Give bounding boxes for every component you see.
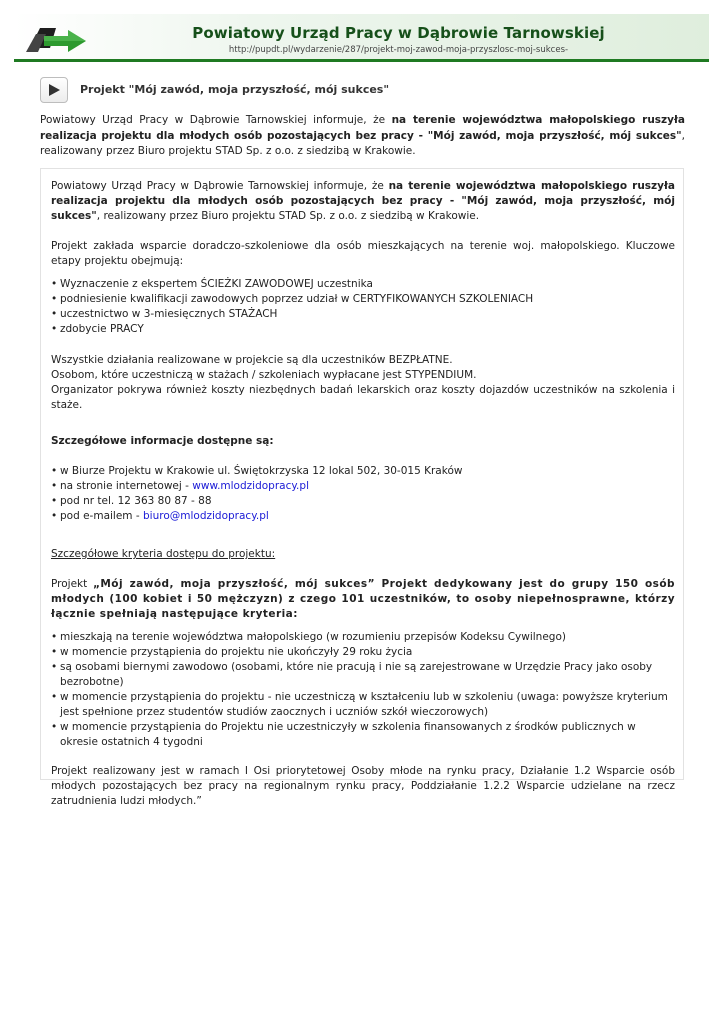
article-content xyxy=(51,179,675,824)
contact-website xyxy=(51,479,675,494)
free-info-line: Wszystkie działania realizowane w projekcie są dla uczestników BEZPŁATNE. xyxy=(51,354,453,366)
criteria-intro-prefix: Projekt xyxy=(51,578,94,590)
list-item: • mieszkają na terenie województwa małopolskiego (w rozumieniu przepisów Kodeksu Cywilnego) xyxy=(51,630,675,645)
intro-text: Powiatowy Urząd Pracy w Dąbrowie Tarnowskiej informuje, że xyxy=(40,114,392,126)
list-item: • Wyznaczenie z ekspertem ŚCIEŻKI ZAWODOWEJ uczestnika xyxy=(51,277,675,292)
list-item: • w momencie przystąpienia do projektu - nie uczestniczą w kształceniu lub w szkoleniu (uwaga: powyższe kryterium jest spełnione przez studentów studiów zaocznych i uczniów szkół wieczorowych) xyxy=(51,690,675,720)
list-item: • są osobami biernymi zawodowo (osobami, które nie pracują i nie są zarejestrowane w Urzędzie Pracy jako osoby bezrobotne) xyxy=(51,660,675,690)
contact-email xyxy=(51,509,675,524)
page-url: http://pupdt.pl/wydarzenie/287/projekt-moj-zawod-moja-przyszlosc-moj-sukces- xyxy=(228,45,569,55)
criteria-intro-bold: „Mój zawód, moja przyszłość, mój sukces” Projekt dedykowany jest do grupy 150 osób młodych (100 kobiet i 50 mężczyzn) z czego 101 uczestników, to osoby niepełnosprawne, którzy łącznie spełniają następujące kryteria: xyxy=(51,578,675,620)
intro-bold-text: na terenie województwa małopolskiego ruszyła realizacja projektu dla młodych osób pozostających bez pracy - "Mój zawód, moja przyszłość, mój sukces" xyxy=(40,114,685,142)
closing-paragraph: Projekt realizowany jest w ramach I Osi priorytetowej Osoby młode na rynku pracy, Działanie 1.2 Wsparcie osób młodych pozostających bez pracy na regionalnym rynku pracy, Poddziałanie 1.2.2 Wsparcie udzielane na rzecz zatrudnienia ludzi młodych.” xyxy=(51,765,675,807)
costs-info-line: Organizator pokrywa również koszty niezbędnych badań lekarskich oraz koszty dojazdów uczestników na szkolenia i staże. xyxy=(51,384,675,411)
article-arrow-button[interactable] xyxy=(40,77,68,103)
page-header xyxy=(14,14,709,62)
list-item: • podniesienie kwalifikacji zawodowych poprzez udział w CERTYFIKOWANYCH SZKOLENIACH xyxy=(51,292,675,307)
project-description: Projekt zakłada wsparcie doradczo-szkoleniowe dla osób mieszkających na terenie woj. małopolskiego. Kluczowe etapy projektu obejmują: xyxy=(51,240,675,267)
play-arrow-icon xyxy=(49,84,60,96)
contact-phone: • pod nr tel. 12 363 80 87 - 88 xyxy=(51,494,675,509)
list-item: • w momencie przystąpienia do Projektu nie uczestniczyły w szkolenia finansowanych z środków publicznych w okresie ostatnich 4 tygodni xyxy=(51,720,675,750)
paragraph-text-end: , realizowany przez Biuro projektu STAD Sp. z o.o. z siedzibą w Krakowie. xyxy=(96,210,480,222)
stages-list xyxy=(51,277,675,337)
list-item: • zdobycie PRACY xyxy=(51,322,675,337)
free-info xyxy=(51,353,675,413)
details-heading: Szczegółowe informacje dostępne są: xyxy=(51,435,274,447)
article-intro xyxy=(40,113,685,160)
criteria-intro xyxy=(51,577,675,622)
paragraph-text: Powiatowy Urząd Pracy w Dąbrowie Tarnowskiej informuje, że xyxy=(51,180,389,192)
list-item: • w momencie przystąpienia do projektu nie ukończyły 29 roku życia xyxy=(51,645,675,660)
intro-text-end: , realizowany przez Biuro projektu STAD Sp. z o.o. z siedzibą w Krakowie. xyxy=(40,129,685,157)
paragraph-bold-text: na terenie województwa małopolskiego ruszyła realizacja projektu dla młodych osób pozostających bez pracy - "Mój zawód, moja przyszłość, mój sukces" xyxy=(51,180,675,222)
list-item: • uczestnictwo w 3-miesięcznych STAŻACH xyxy=(51,307,675,322)
criteria-heading: Szczegółowe kryteria dostępu do projektu: xyxy=(51,548,276,560)
stipend-info-line: Osobom, które uczestniczą w stażach / szkoleniach wypłacane jest STYPENDIUM. xyxy=(51,369,477,381)
site-title[interactable]: Powiatowy Urząd Pracy w Dąbrowie Tarnowskiej xyxy=(192,24,605,42)
contact-office: • w Biurze Projektu w Krakowie ul. Świętokrzyska 12 lokal 502, 30-015 Kraków xyxy=(51,464,675,479)
website-label: na stronie internetowej - xyxy=(60,480,193,492)
content-paragraph xyxy=(51,179,675,224)
email-link[interactable]: biuro@mlodzidopracy.pl xyxy=(143,510,269,522)
pup-logo-icon[interactable] xyxy=(26,24,88,56)
contacts-list xyxy=(51,464,675,524)
website-link[interactable]: www.mlodzidopracy.pl xyxy=(192,480,309,492)
header-divider xyxy=(14,59,709,62)
criteria-list xyxy=(51,630,675,750)
email-label: pod e-mailem - xyxy=(60,510,143,522)
article-content-box xyxy=(40,168,684,807)
article-title: Projekt "Mój zawód, moja przyszłość, mój sukces" xyxy=(80,83,390,96)
